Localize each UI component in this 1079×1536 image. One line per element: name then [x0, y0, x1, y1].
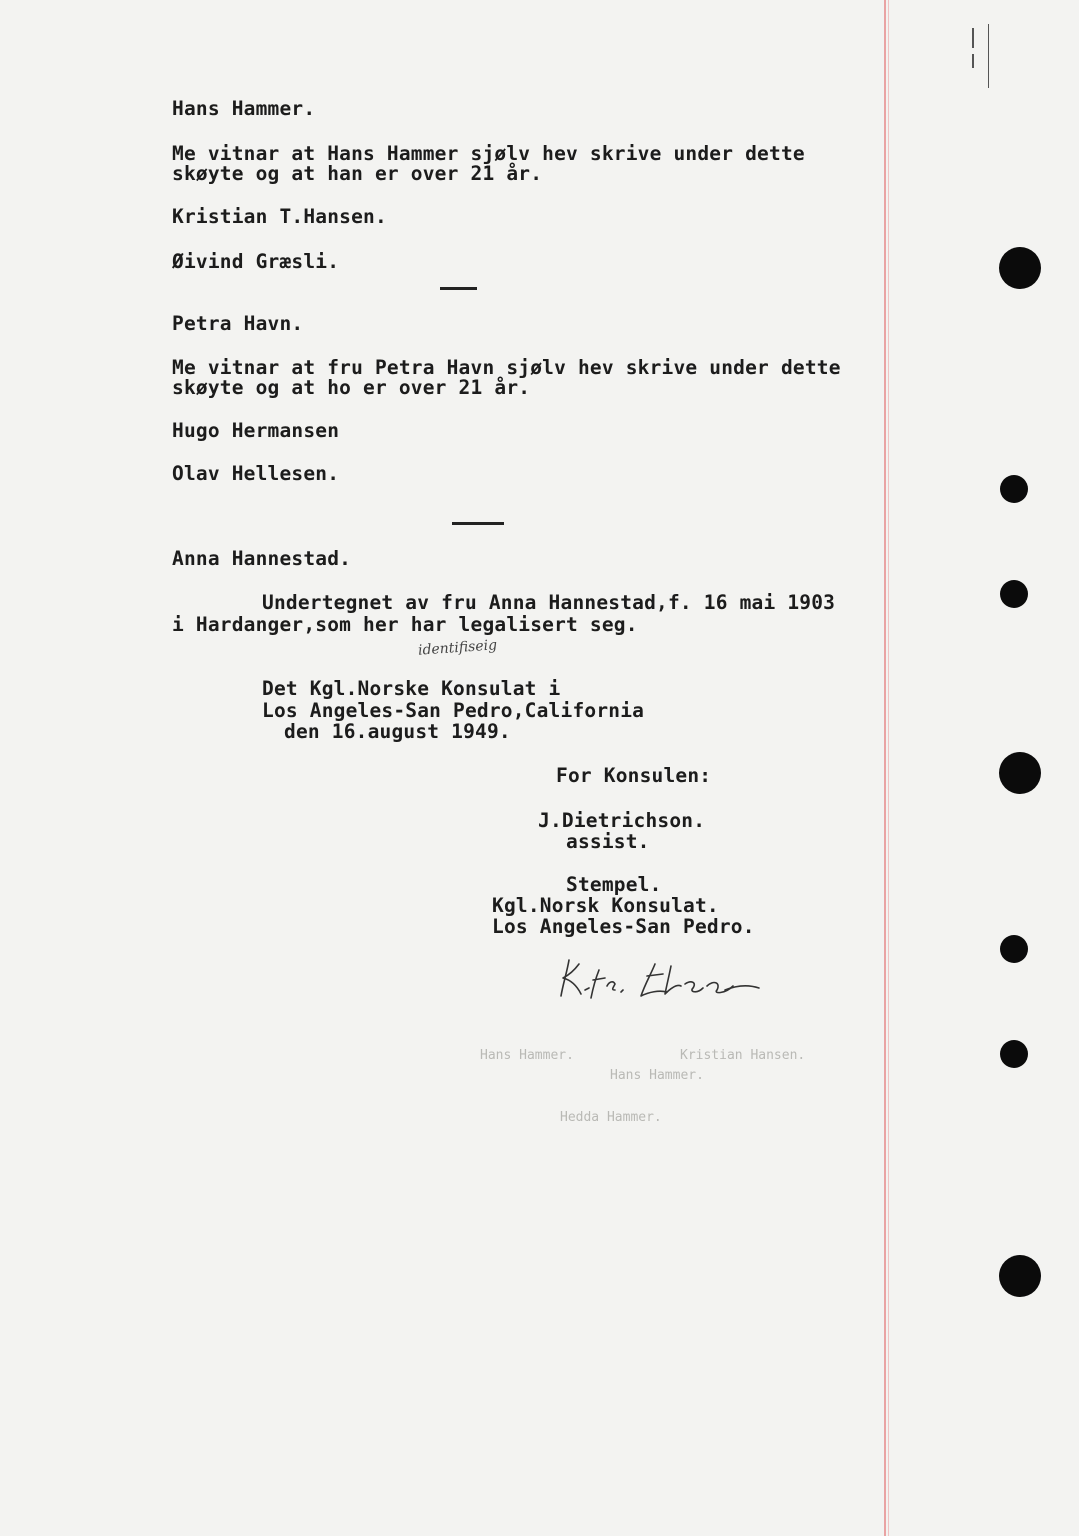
punch-hole — [1000, 935, 1028, 963]
anna-text-line-2: i Hardanger,som her har legalisert seg. — [172, 613, 638, 636]
witness-hugo: Hugo Hermansen — [172, 419, 340, 442]
stamp-label: Stempel. — [566, 873, 662, 896]
petra-name: Petra Havn. — [172, 312, 304, 335]
witness-olav: Olav Hellesen. — [172, 462, 340, 485]
hans-witness-line-2: skøyte og at han er over 21 år. — [172, 162, 543, 185]
bleed-through-2: Kristian Hansen. — [680, 1048, 806, 1063]
bleed-through-4: Hedda Hammer. — [560, 1110, 662, 1125]
handwritten-signature — [555, 950, 765, 1010]
punch-hole — [1000, 580, 1028, 608]
consulate-line-2: Los Angeles-San Pedro,California — [262, 699, 645, 722]
signer-name: J.Dietrichson. — [538, 809, 706, 832]
petra-witness-line-2: skøyte og at ho er over 21 år. — [172, 376, 531, 399]
margin-rule-secondary — [888, 0, 889, 1536]
punch-hole — [999, 1255, 1041, 1297]
handwritten-insert: identifiseig — [417, 637, 498, 659]
for-konsulen: For Konsulen: — [556, 764, 712, 787]
hans-name: Hans Hammer. — [172, 97, 316, 120]
anna-text-line-1: Undertegnet av fru Anna Hannestad,f. 16 mai 1903 — [262, 591, 836, 614]
anna-name: Anna Hannestad. — [172, 547, 352, 570]
hans-witness-line-1: Me vitnar at Hans Hammer sjølv hev skrive under dette — [172, 142, 805, 165]
punch-hole — [999, 752, 1041, 794]
witness-oivind: Øivind Græsli. — [172, 250, 340, 273]
signer-title: assist. — [566, 830, 650, 853]
margin-rule — [884, 0, 886, 1536]
section-divider — [440, 287, 477, 290]
stamp-line-1: Kgl.Norsk Konsulat. — [492, 894, 719, 917]
corner-marks — [968, 24, 998, 94]
consulate-line-3: den 16.august 1949. — [284, 720, 511, 743]
bleed-through-1: Hans Hammer. — [480, 1048, 574, 1063]
punch-hole — [999, 247, 1041, 289]
consulate-line-1: Det Kgl.Norske Konsulat i — [262, 677, 561, 700]
punch-hole — [1000, 475, 1028, 503]
witness-kristian: Kristian T.Hansen. — [172, 205, 387, 228]
punch-hole — [1000, 1040, 1028, 1068]
section-divider — [452, 522, 504, 525]
bleed-through-3: Hans Hammer. — [610, 1068, 704, 1083]
petra-witness-line-1: Me vitnar at fru Petra Havn sjølv hev skrive under dette — [172, 356, 841, 379]
stamp-line-2: Los Angeles-San Pedro. — [492, 915, 755, 938]
